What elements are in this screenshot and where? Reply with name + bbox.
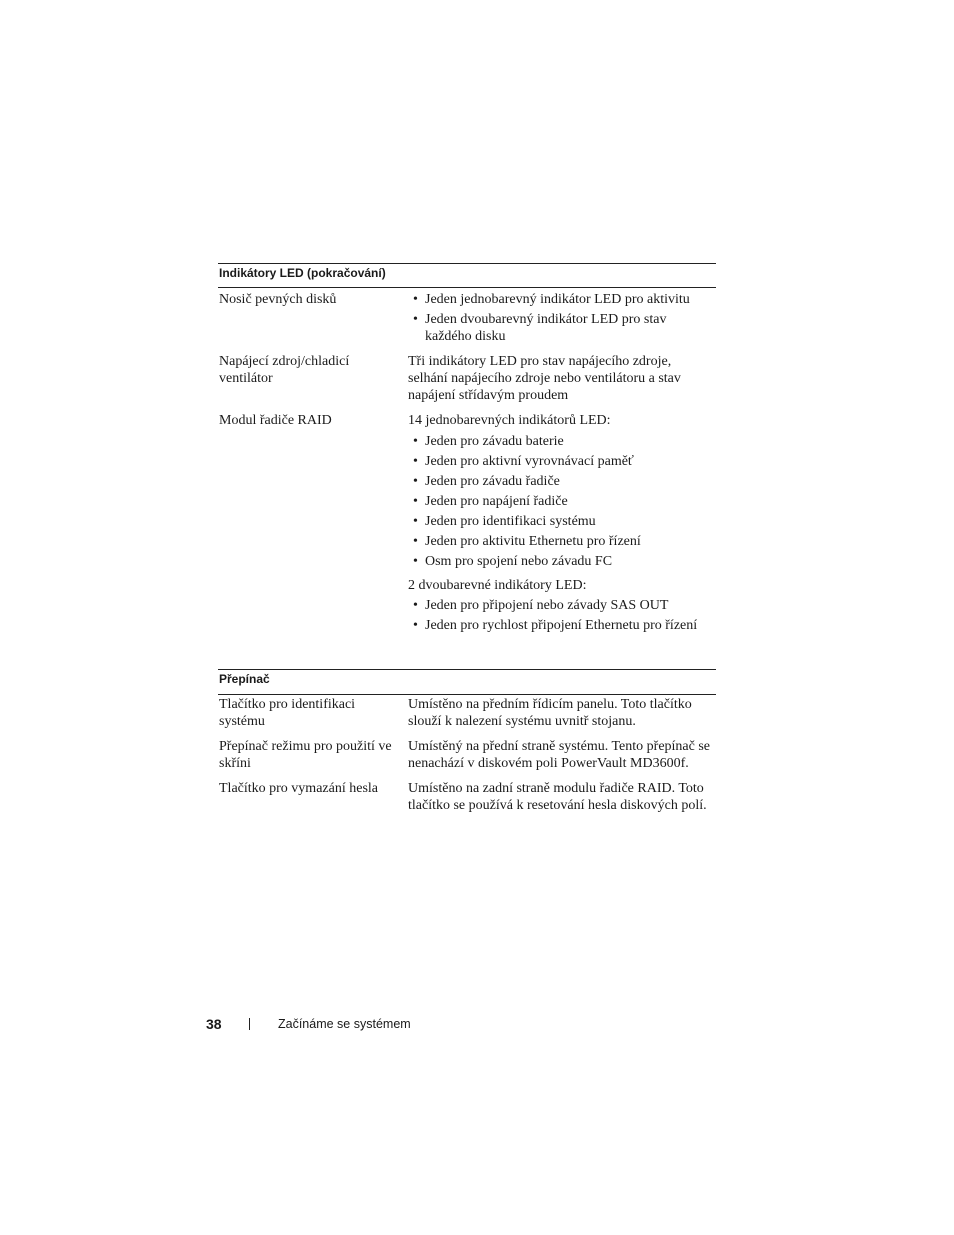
row-value: Umístěno na zadní straně modulu řadiče RAID. Toto tlačítko se používá k resetování hesla diskových polí. (408, 781, 707, 813)
list-item: • Jeden pro aktivní vyrovnávací paměť (408, 453, 716, 470)
list-item: • Jeden pro rychlost připojení Ethernetu pro řízení (408, 617, 716, 634)
row-value (408, 291, 716, 345)
row-label: Modul řadiče RAID (219, 413, 332, 428)
table-header-led (218, 263, 716, 288)
footer-title: Začínáme se systémem (278, 1017, 411, 1031)
list-intro: 2 dvoubarevné indikátory LED: (408, 578, 587, 593)
list-item: • Jeden dvoubarevný indikátor LED pro stav každého disku (408, 311, 716, 345)
footer-divider (249, 1018, 250, 1030)
row-label: Napájecí zdroj/chladicí ventilátor (219, 354, 350, 386)
list-item: • Osm pro spojení nebo závadu FC (408, 553, 716, 570)
list-item: • Jeden pro identifikaci systému (408, 513, 716, 530)
list-item: • Jeden jednobarevný indikátor LED pro aktivitu (408, 291, 716, 308)
table-header-switch (218, 669, 716, 695)
page-number: 38 (206, 1016, 222, 1032)
row-label: Nosič pevných disků (219, 292, 337, 307)
list-item: • Jeden pro napájení řadiče (408, 493, 716, 510)
list-item: • Jeden pro připojení nebo závady SAS OUT (408, 597, 716, 614)
row-value: Umístěný na přední straně systému. Tento přepínač se nenachází v diskovém poli PowerVault MD3600f. (408, 739, 711, 771)
list-item: • Jeden pro aktivitu Ethernetu pro řízení (408, 533, 716, 550)
list-item: • Jeden pro závadu baterie (408, 433, 716, 450)
row-value: Tři indikátory LED pro stav napájecího zdroje, selhání napájecího zdroje nebo ventilátoru a stav napájení střídavým proudem (408, 354, 681, 403)
row-value (408, 412, 716, 634)
table-header-led-text: Indikátory LED (pokračování) (219, 266, 386, 280)
row-value: Umístěno na předním řídicím panelu. Toto tlačítko slouží k nalezení systému uvnitř stojanu. (408, 697, 692, 729)
row-label: Tlačítko pro identifikaci systému (219, 697, 356, 729)
list-item: • Jeden pro závadu řadiče (408, 473, 716, 490)
list-intro: 14 jednobarevných indikátorů LED: (408, 413, 611, 428)
row-label: Tlačítko pro vymazání hesla (219, 781, 378, 796)
table-header-switch-text: Přepínač (219, 672, 270, 686)
row-label: Přepínač režimu pro použití ve skříni (219, 739, 392, 771)
